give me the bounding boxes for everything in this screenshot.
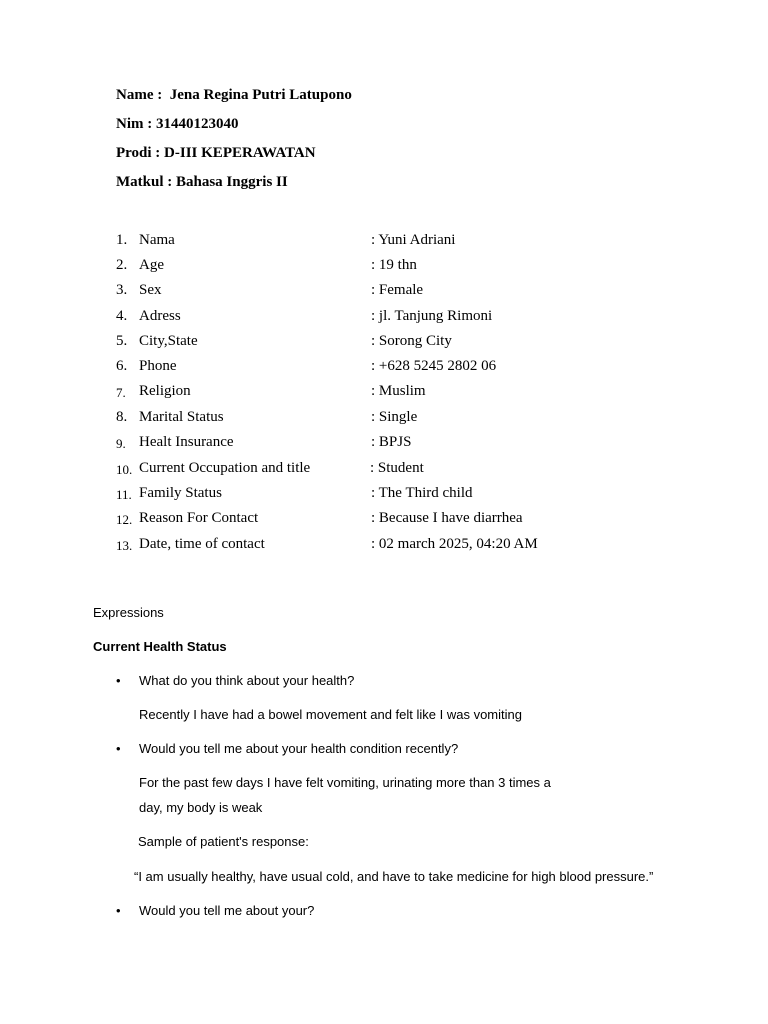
item-number: 12. bbox=[116, 512, 133, 527]
list-item bbox=[116, 358, 676, 378]
item-label: Reason For Contact bbox=[139, 510, 259, 526]
list-item bbox=[116, 257, 676, 277]
list-item bbox=[116, 333, 676, 353]
item-number: 3. bbox=[116, 282, 128, 298]
item-number: 11. bbox=[116, 487, 132, 502]
item-label: Healt Insurance bbox=[139, 434, 234, 450]
item-label: City,State bbox=[139, 333, 198, 349]
student-nim: Nim : 31440123040 bbox=[116, 116, 239, 132]
bullet-icon: • bbox=[116, 903, 121, 918]
item-value: : jl. Tanjung Rimoni bbox=[371, 308, 493, 324]
item-number: 7. bbox=[116, 385, 126, 400]
question-3: Would you tell me about your? bbox=[139, 903, 315, 918]
item-value: : 02 march 2025, 04:20 AM bbox=[371, 536, 538, 552]
item-label: Nama bbox=[139, 232, 175, 248]
item-value: : Yuni Adriani bbox=[371, 232, 456, 248]
list-item bbox=[116, 485, 676, 505]
expressions-heading: Expressions bbox=[93, 605, 164, 620]
question-2: Would you tell me about your health condition recently? bbox=[139, 741, 459, 756]
item-number: 6. bbox=[116, 358, 128, 374]
item-label: Sex bbox=[139, 282, 162, 298]
sample-quote: “I am usually healthy, have usual cold, and have to take medicine for high blood pressure.” bbox=[134, 869, 654, 884]
item-number: 13. bbox=[116, 538, 133, 553]
item-number: 9. bbox=[116, 436, 126, 451]
bullet-icon: • bbox=[116, 673, 121, 688]
item-number: 1. bbox=[116, 232, 128, 248]
item-label: Current Occupation and title bbox=[139, 460, 311, 476]
list-item bbox=[116, 536, 676, 556]
item-label: Religion bbox=[139, 383, 191, 399]
list-item bbox=[116, 308, 676, 328]
list-item bbox=[116, 383, 676, 403]
item-value: : Student bbox=[370, 460, 424, 476]
item-value: : Sorong City bbox=[371, 333, 452, 349]
question-1: What do you think about your health? bbox=[139, 673, 355, 688]
list-item bbox=[116, 282, 676, 302]
bullet-icon: • bbox=[116, 741, 121, 756]
list-item bbox=[116, 510, 676, 530]
answer-2-line-2: day, my body is weak bbox=[139, 800, 263, 815]
item-label: Age bbox=[139, 257, 164, 273]
student-name: Name : Jena Regina Putri Latupono bbox=[116, 87, 352, 103]
item-number: 5. bbox=[116, 333, 128, 349]
item-label: Adress bbox=[139, 308, 181, 324]
item-number: 10. bbox=[116, 462, 133, 477]
item-value: : Single bbox=[371, 409, 418, 425]
item-label: Family Status bbox=[139, 485, 222, 501]
student-matkul: Matkul : Bahasa Inggris II bbox=[116, 174, 288, 190]
item-number: 2. bbox=[116, 257, 128, 273]
list-item bbox=[116, 460, 676, 480]
list-item bbox=[116, 409, 676, 429]
item-value: : BPJS bbox=[371, 434, 412, 450]
section-title: Current Health Status bbox=[93, 639, 227, 654]
item-value: : +628 5245 2802 06 bbox=[371, 358, 497, 374]
item-number: 4. bbox=[116, 308, 128, 324]
item-value: : 19 thn bbox=[371, 257, 417, 273]
item-value: : The Third child bbox=[371, 485, 473, 501]
answer-2-line-1: For the past few days I have felt vomiting, urinating more than 3 times a bbox=[139, 775, 551, 790]
sample-label: Sample of patient's response: bbox=[138, 834, 309, 849]
item-number: 8. bbox=[116, 409, 128, 425]
student-prodi: Prodi : D-III KEPERAWATAN bbox=[116, 145, 316, 161]
item-value: : Muslim bbox=[371, 383, 426, 399]
item-value: : Female bbox=[371, 282, 424, 298]
item-label: Date, time of contact bbox=[139, 536, 265, 552]
item-label: Marital Status bbox=[139, 409, 224, 425]
item-label: Phone bbox=[139, 358, 177, 374]
list-item bbox=[116, 232, 676, 252]
item-value: : Because I have diarrhea bbox=[371, 510, 523, 526]
answer-1: Recently I have had a bowel movement and felt like I was vomiting bbox=[139, 707, 522, 722]
list-item bbox=[116, 434, 676, 454]
